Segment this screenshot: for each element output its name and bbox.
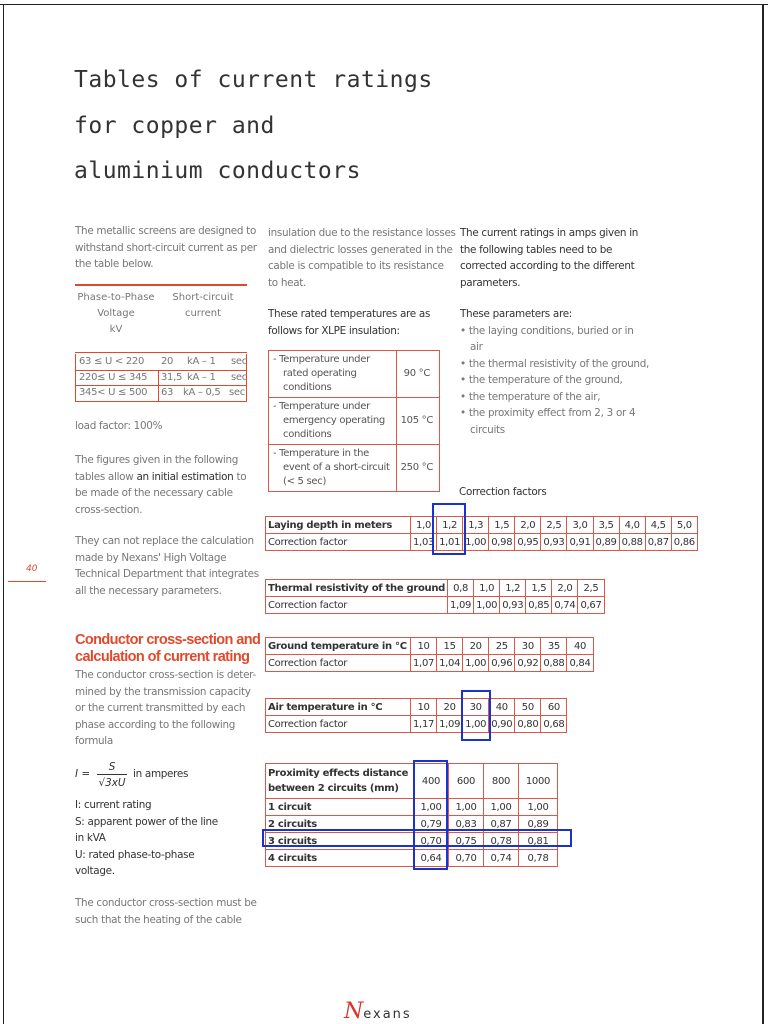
header-cell: 1000 <box>519 764 558 799</box>
text-line: The conductor cross-section must be <box>75 897 257 909</box>
highlight-box-laying <box>432 503 466 555</box>
value-cell: 1,00 <box>449 799 484 816</box>
header-text: Phase-to-Phase <box>77 292 155 303</box>
section-heading <box>75 632 260 666</box>
text-line: corrected according to the different <box>460 260 635 272</box>
col3-params <box>460 306 649 438</box>
unit-cell: kA – 1 <box>187 356 216 367</box>
table-row <box>269 398 440 445</box>
table-row <box>266 699 567 716</box>
header-cell: 2,0 <box>552 580 578 597</box>
header-cell: 15 <box>437 638 463 655</box>
value-cell: 1,00 <box>519 799 558 816</box>
cell-line: event of a short-circuit <box>283 462 390 473</box>
value-cell: 0,92 <box>515 655 541 672</box>
col1-nexans <box>75 533 259 599</box>
text-line: U: rated phase-to-phase <box>75 848 195 861</box>
formula-denominator: √3xU <box>98 777 126 789</box>
row-header: Ground temperature in °C <box>266 638 411 655</box>
nexans-logo <box>344 999 412 1024</box>
time-cell: sec <box>231 356 247 367</box>
thermal-resistivity-table <box>265 579 605 614</box>
formula-lhs: I = <box>75 768 91 780</box>
value-cell: 31,5 <box>161 372 183 383</box>
table-rule <box>75 401 247 402</box>
highlight-box-proximity-column <box>413 760 448 870</box>
row-label: 2 circuits <box>266 816 414 833</box>
value-cell: 0,81 <box>519 833 558 850</box>
header-cell: 40 <box>489 699 515 716</box>
text-line: The conductor cross-section is deter- <box>75 669 256 681</box>
value-cell: 0,93 <box>500 597 526 614</box>
text-line: The metallic screens are designed to <box>75 225 257 237</box>
header-cell: 1,0 <box>411 517 437 534</box>
header-cell: 600 <box>449 764 484 799</box>
text-line: Technical Department that integrates <box>75 568 259 580</box>
table-row <box>266 597 605 614</box>
row-header <box>266 764 414 799</box>
header-cell: 10 <box>411 638 437 655</box>
current-header <box>159 290 247 322</box>
text-span: tables allow <box>75 470 137 483</box>
header-cell: 2,5 <box>541 517 567 534</box>
value-cell: 0,85 <box>526 597 552 614</box>
temp-label-cell <box>269 398 397 445</box>
heading-line: calculation of current rating <box>75 649 250 665</box>
voltage-cell: 220≤ U ≤ 345 <box>79 372 148 383</box>
text-line: cross-section. <box>75 503 143 516</box>
text-span: to <box>233 470 247 483</box>
formula-numerator: S <box>97 760 127 775</box>
param-item: air <box>470 341 483 353</box>
voltage-cell: 63 ≤ U < 220 <box>79 356 145 367</box>
unit-cell: kA – 1 <box>187 372 216 383</box>
text-line: to heat. <box>268 276 307 289</box>
value-cell: 1,00 <box>484 799 519 816</box>
row-label: Correction factor <box>266 716 411 733</box>
row-header: Air temperature in °C <box>266 699 411 716</box>
header-cell: 50 <box>515 699 541 716</box>
col3-intro <box>460 225 638 291</box>
logo-text: exans <box>363 1007 412 1022</box>
header-cell: 1,0 <box>474 580 500 597</box>
header-cell: 4,5 <box>645 517 671 534</box>
header-cell: 2,0 <box>515 517 541 534</box>
value-cell: 0,64 <box>414 850 449 867</box>
voltage-cell: 345< U ≤ 500 <box>79 387 148 398</box>
header-text: kV <box>109 324 123 335</box>
text-line: all the necessary parameters. <box>75 584 222 597</box>
page-number-rule <box>8 581 46 582</box>
value-cell: 1,03 <box>411 534 437 551</box>
table-row <box>266 850 558 867</box>
correction-factors-title: Correction factors <box>459 486 547 498</box>
value-cell: 0,89 <box>593 534 619 551</box>
row-label: 3 circuits <box>266 833 414 850</box>
value-cell: 0,79 <box>414 816 449 833</box>
value-cell: 1,07 <box>411 655 437 672</box>
text-line: and dielectric losses generated in the <box>268 243 453 256</box>
table-divider <box>75 354 76 401</box>
col1-intro <box>75 223 257 273</box>
text-line: made by Nexans' High Voltage <box>75 551 227 564</box>
header-cell: 35 <box>541 638 567 655</box>
header-cell: 30 <box>515 638 541 655</box>
row-header: Thermal resistivity of the ground <box>266 580 448 597</box>
formula-suffix: in amperes <box>133 768 189 780</box>
value-cell: 0,93 <box>541 534 567 551</box>
col2-rated <box>268 306 430 339</box>
header-text: Voltage <box>97 308 135 319</box>
cell-line: conditions <box>283 429 332 440</box>
table-rule <box>75 352 247 353</box>
text-line: I: current rating <box>75 799 152 811</box>
text-line: formula <box>75 735 113 747</box>
value-cell: 0,96 <box>489 655 515 672</box>
header-cell: 1,5 <box>489 517 515 534</box>
temperature-table <box>268 350 440 492</box>
value-cell: 1,09 <box>448 597 474 614</box>
value-cell: 0,87 <box>484 816 519 833</box>
col1-figures <box>75 452 246 518</box>
table-row <box>266 517 698 534</box>
text-line: load factor: 100% <box>75 420 163 432</box>
value-cell: 0,74 <box>484 850 519 867</box>
header-cell: 30 <box>463 699 489 716</box>
header-cell: 1,2 <box>437 517 463 534</box>
cell-line: - Temperature under <box>273 401 370 412</box>
param-item: • the thermal resistivity of the ground, <box>460 357 650 370</box>
highlight-box-air <box>461 690 491 741</box>
value-cell: 0,75 <box>449 833 484 850</box>
param-item: • the temperature of the air, <box>460 390 601 403</box>
value-cell: 63 <box>161 387 174 398</box>
proximity-effects-table <box>265 763 558 867</box>
table-row <box>266 799 558 816</box>
text-line: the following tables need to be <box>460 243 613 256</box>
temp-value-cell: 250 °C <box>396 445 439 492</box>
value-cell: 0,88 <box>541 655 567 672</box>
header-cell: 5,0 <box>671 517 697 534</box>
temp-value-cell: 90 °C <box>396 351 439 398</box>
header-cell: 3,5 <box>593 517 619 534</box>
header-cell: 800 <box>484 764 519 799</box>
header-cell: 10 <box>411 699 437 716</box>
time-cell: sec <box>231 372 247 383</box>
table-row <box>269 351 440 398</box>
col1-closing <box>75 895 257 928</box>
table-row <box>266 764 558 799</box>
emphasis-text: an initial estimation <box>136 470 234 483</box>
param-item: • the temperature of the ground, <box>460 374 623 386</box>
load-factor <box>75 418 162 435</box>
value-cell: 0,95 <box>515 534 541 551</box>
heading-line: Conductor cross-section and <box>75 632 261 648</box>
value-cell: 0,74 <box>552 597 578 614</box>
value-cell: 0,84 <box>567 655 593 672</box>
temp-value-cell: 105 °C <box>396 398 439 445</box>
value-cell: 0,91 <box>567 534 593 551</box>
value-cell: 0,83 <box>449 816 484 833</box>
table-row <box>266 716 567 733</box>
text-line: be made of the necessary cable <box>75 487 233 499</box>
text-line: parameters. <box>460 276 521 289</box>
col1-section-text <box>75 667 256 750</box>
logo-mark: N <box>344 999 364 1024</box>
header-cell: 1,5 <box>526 580 552 597</box>
value-cell: 1,00 <box>474 597 500 614</box>
page-border-left <box>3 4 4 1024</box>
header-cell: 40 <box>567 638 593 655</box>
header-cell: 1,3 <box>463 517 489 534</box>
cell-line: between 2 circuits (mm) <box>268 783 399 794</box>
title-line: Tables of current ratings <box>74 67 433 93</box>
text-line: or the current transmitted by each <box>75 702 246 714</box>
text-line: The figures given in the following <box>75 454 239 466</box>
cell-line: conditions <box>283 382 332 393</box>
value-cell: 0,67 <box>578 597 604 614</box>
value-cell: 0,86 <box>671 534 697 551</box>
page-border-right <box>762 4 764 1024</box>
time-cell: sec <box>229 387 245 398</box>
table-rule <box>75 370 247 371</box>
current-formula <box>75 760 215 794</box>
text-line: voltage. <box>75 865 115 877</box>
row-header: Laying depth in meters <box>266 517 411 534</box>
value-cell: 0,88 <box>619 534 645 551</box>
text-line: phase according to the following <box>75 718 236 731</box>
text-line <box>75 469 246 486</box>
temp-label-cell <box>269 445 397 492</box>
header-text: Short-circuit <box>172 292 234 303</box>
value-cell: 0,98 <box>489 534 515 551</box>
value-cell: 1,04 <box>437 655 463 672</box>
highlight-box-proximity-row <box>262 829 572 847</box>
header-cell: 400 <box>414 764 449 799</box>
value-cell: 1,01 <box>437 534 463 551</box>
value-cell: 0,90 <box>489 716 515 733</box>
header-cell: 20 <box>437 699 463 716</box>
text-line: mined by the transmission capacity <box>75 685 251 698</box>
header-cell: 25 <box>489 638 515 655</box>
row-label: Correction factor <box>266 534 411 551</box>
title-line: for copper and <box>74 112 275 139</box>
text-line: These rated temperatures are as <box>268 308 431 320</box>
table-row <box>266 655 594 672</box>
unit-cell: kA – 0,5 <box>183 387 221 398</box>
cell-line: rated operating <box>283 368 357 379</box>
laying-depth-table <box>265 516 698 551</box>
value-cell: 1,00 <box>463 655 489 672</box>
param-item: circuits <box>470 423 505 436</box>
header-cell: 1,2 <box>500 580 526 597</box>
value-cell: 1,00 <box>463 534 489 551</box>
value-cell: 20 <box>161 356 174 367</box>
voltage-header <box>75 290 157 338</box>
row-label: Correction factor <box>266 597 448 614</box>
value-cell: 0,68 <box>541 716 567 733</box>
cell-line: Proximity effects distance <box>268 768 409 779</box>
params-title: These parameters are: <box>460 308 573 320</box>
text-line: in kVA <box>75 832 106 844</box>
value-cell: 0,78 <box>484 833 519 850</box>
text-line: cable is compatible to its resistance <box>268 260 444 272</box>
cell-line: emergency operating <box>283 415 385 426</box>
value-cell: 1,00 <box>463 716 489 733</box>
table-rule <box>75 385 247 386</box>
value-cell: 0,70 <box>414 833 449 850</box>
header-cell: 3,0 <box>567 517 593 534</box>
ground-temperature-table <box>265 637 594 672</box>
page-title <box>74 58 433 195</box>
text-line: The current ratings in amps given in <box>460 227 639 239</box>
table-row <box>266 638 594 655</box>
text-line: such that the heating of the cable <box>75 913 242 926</box>
row-label: 4 circuits <box>266 850 414 867</box>
header-text: current <box>184 308 222 319</box>
cell-line: - Temperature in the <box>273 448 370 459</box>
cell-line: (< 5 sec) <box>283 476 327 487</box>
header-cell: 0,8 <box>448 580 474 597</box>
table-row <box>269 445 440 492</box>
temp-label-cell <box>269 351 397 398</box>
value-cell: 0,70 <box>449 850 484 867</box>
col1-definitions <box>75 797 218 880</box>
table-top-rule <box>75 284 247 286</box>
row-label: 1 circuit <box>266 799 414 816</box>
param-item: • the laying conditions, buried or in <box>460 324 634 337</box>
header-cell: 20 <box>463 638 489 655</box>
header-cell: 4,0 <box>619 517 645 534</box>
text-line: withstand short-circuit current as per <box>75 241 257 254</box>
value-cell: 0,87 <box>645 534 671 551</box>
text-line: S: apparent power of the line <box>75 815 218 828</box>
text-line: They can not replace the calculation <box>75 535 254 547</box>
header-cell: 2,5 <box>578 580 604 597</box>
air-temperature-table <box>265 698 567 733</box>
value-cell: 1,09 <box>437 716 463 733</box>
text-line: insulation due to the resistance losses <box>268 227 456 239</box>
page-border-top <box>0 4 768 5</box>
text-line: the table below. <box>75 258 154 270</box>
value-cell: 1,17 <box>411 716 437 733</box>
value-cell: 0,80 <box>515 716 541 733</box>
table-row <box>266 580 605 597</box>
text-line: follows for XLPE insulation: <box>268 324 400 337</box>
value-cell: 0,78 <box>519 850 558 867</box>
header-cell: 60 <box>541 699 567 716</box>
value-cell: 1,00 <box>414 799 449 816</box>
page-number: 40 <box>26 564 38 574</box>
value-cell: 0,89 <box>519 816 558 833</box>
row-label: Correction factor <box>266 655 411 672</box>
cell-line: - Temperature under <box>273 354 370 365</box>
title-line: aluminium conductors <box>74 158 361 184</box>
param-item: • the proximity effect from 2, 3 or 4 <box>460 407 636 419</box>
table-row <box>266 534 698 551</box>
col2-intro <box>268 225 456 291</box>
